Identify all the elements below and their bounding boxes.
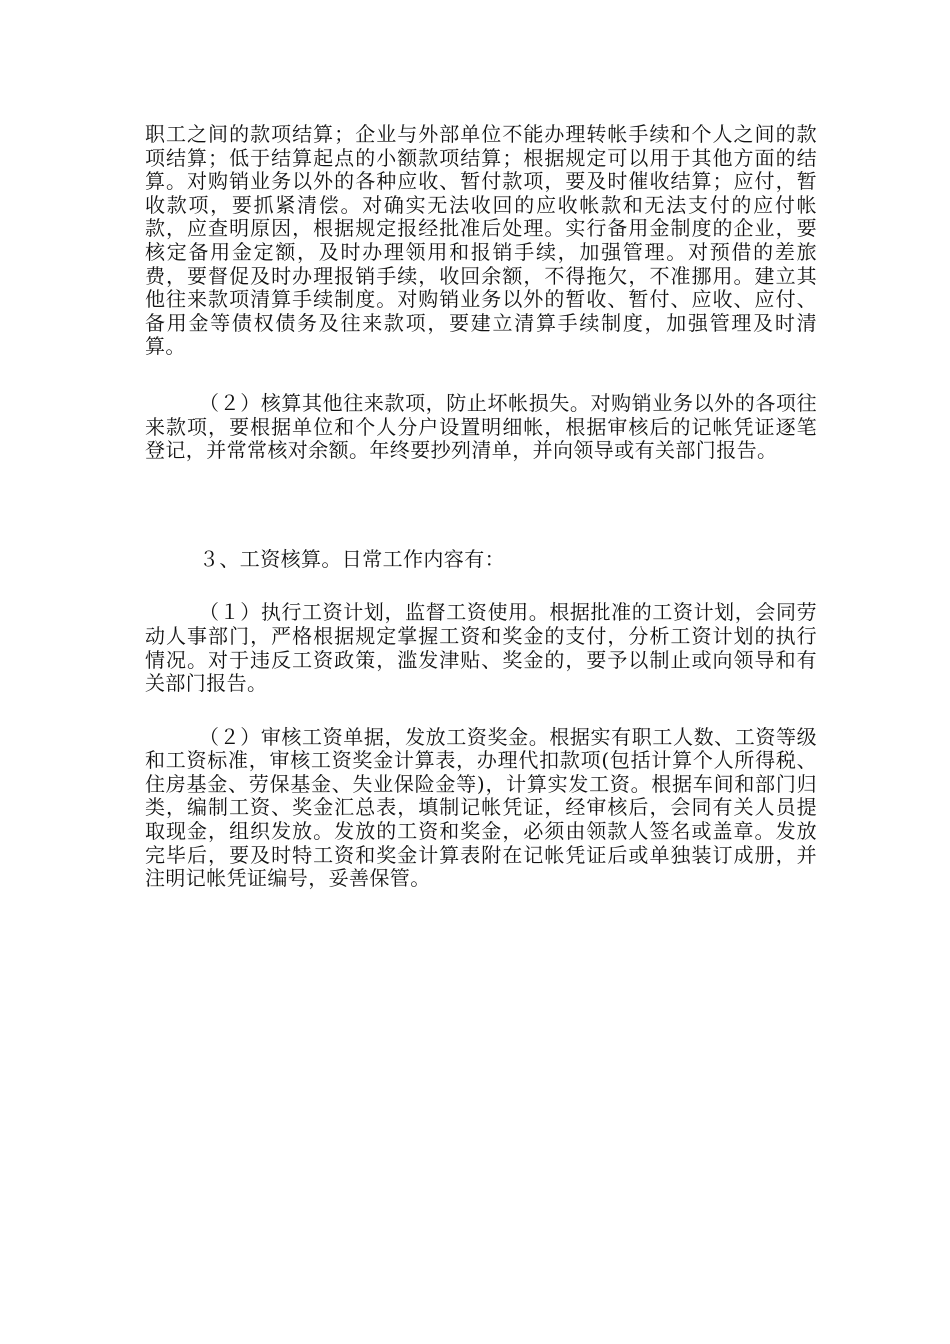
paragraph-receivables-settlement: 职工之间的款项结算；企业与外部单位不能办理转帐手续和个人之间的款项结算；低于结算起点的小额款项结算；根据规定可以用于其他方面的结算。对购销业务以外的各种应收、暂付款项，要及时催收结算；应付，暂收款项，要抓紧清偿。对确实无法收回的应收帐款和无法支付的应付帐款，应查明原因，根据规定报经批准后处理。实行备用金制度的企业，要核定备用金定额，及时办理领用和报销手续，加强管理。对预借的差旅费，要督促及时办理报销手续，收回余额，不得拖欠，不准挪用。建立其他往来款项清算手续制度。对购销业务以外的暂收、暂付、应收、应付、备用金等债权债务及往来款项，要建立清算手续制度，加强管理及时清算。 xyxy=(145,122,817,359)
paragraph-other-accounts-accounting: （２）核算其他往来款项，防止坏帐损失。对购销业务以外的各项往来款项，要根据单位和个人分户设置明细帐，根据审核后的记帐凭证逐笔登记，并常常核对余额。年终要抄列清单，并向领导或有关部门报告。 xyxy=(145,390,817,463)
paragraph-payroll-documents: （２）审核工资单据，发放工资奖金。根据实有职工人数、工资等级和工资标准，审核工资奖金计算表，办理代扣款项(包括计算个人所得税、住房基金、劳保基金、失业保险金等)，计算实发工资。根据车间和部门归类，编制工资、奖金汇总表，填制记帐凭证，经审核后，会同有关人员提取现金，组织发放。发放的工资和奖金，必须由领款人签名或盖章。发放完毕后，要及时特工资和奖金计算表附在记帐凭证后或单独装订成册，并注明记帐凭证编号，妥善保管。 xyxy=(145,724,817,891)
paragraph-payroll-plan: （１）执行工资计划，监督工资使用。根据批准的工资计划，会同劳动人事部门，严格根据规定掌握工资和奖金的支付，分析工资计划的执行情况。对于违反工资政策，滥发津贴、奖金的，要予以制止或向领导和有关部门报告。 xyxy=(145,600,817,696)
section-heading-payroll: ３、工资核算。日常工作内容有： xyxy=(199,546,505,571)
document-body xyxy=(145,123,817,891)
